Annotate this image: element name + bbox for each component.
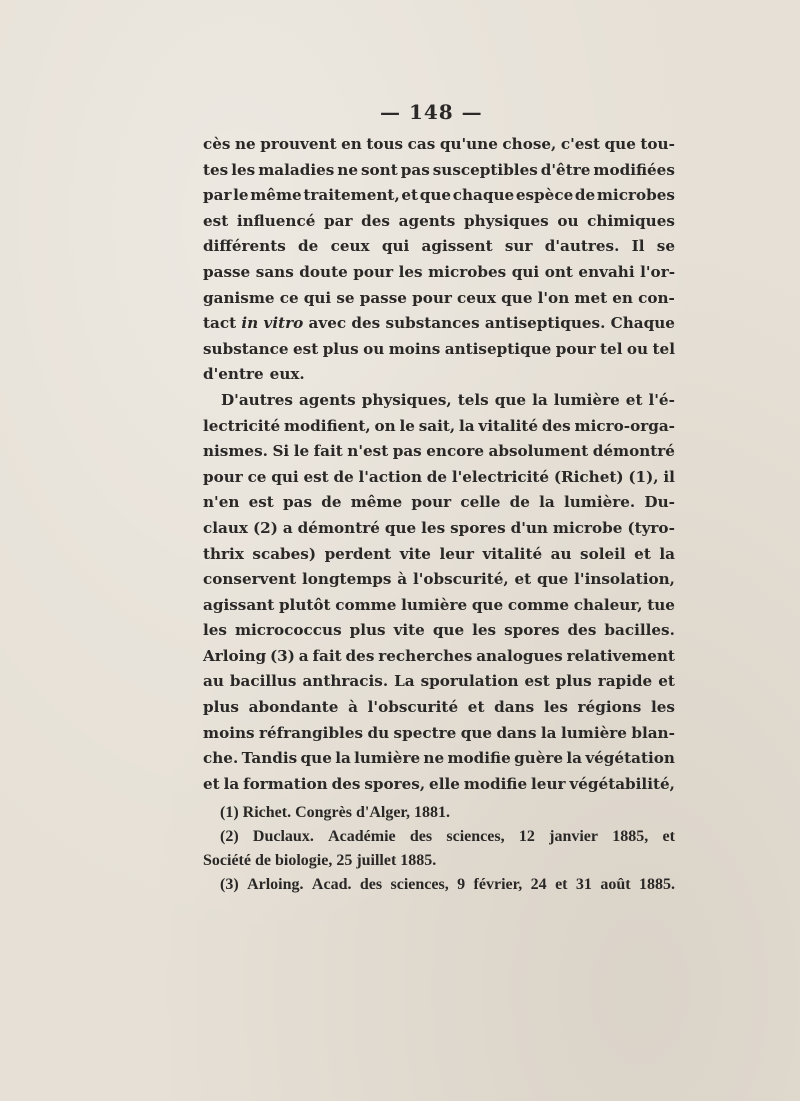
text-line: par le même traitement, et que chaque espèce de microbes (203, 186, 675, 205)
text-line: et la formation des spores, elle modifie leur végétabilité, (203, 774, 675, 793)
text-line: thrix scabes) perdent vite leur vitalité au soleil et la (203, 544, 675, 563)
text-line: tes les maladies ne sont pas susceptibles d'être modifiées (203, 160, 675, 179)
text-line: n'en est pas de même pour celle de la lumière. Du- (203, 493, 675, 512)
footnote-line: (1) Richet. Congrès d'Alger, 1881. (220, 804, 451, 821)
text-line: che. Tandis que la lumière ne modifie guère la végétation (203, 749, 675, 768)
text-line: passe sans doute pour les microbes qui ont envahi l'or- (203, 262, 675, 281)
text-line: nismes. Si le fait n'est pas encore absolument démontré (203, 442, 675, 461)
text-line: conservent longtemps à l'obscurité, et que l'insolation, (203, 570, 675, 589)
text-line: au bacillus anthracis. La sporulation est plus rapide et (203, 672, 675, 691)
text-line: les micrococcus plus vite que les spores des bacilles. (203, 621, 675, 640)
text-line: pour ce qui est de l'action de l'electricité (Richet) (1), il (203, 467, 675, 486)
text-line: agissant plutôt comme lumière que comme chaleur, tue (203, 595, 675, 614)
text-line: substance est plus ou moins antiseptique pour tel ou tel (203, 339, 675, 358)
body-text (203, 132, 675, 797)
text-line: claux (2) a démontré que les spores d'un microbe (tyro- (203, 518, 675, 537)
footnotes (203, 801, 675, 897)
text-line: est influencé par des agents physiques ou chimiques (203, 211, 675, 230)
text-line: cès ne prouvent en tous cas qu'une chose, c'est que tou- (203, 135, 675, 153)
footnote-line: Société de biologie, 25 juillet 1885. (203, 852, 437, 869)
page-number: — 148 — (380, 100, 483, 124)
text-line: Arloing (3) a fait des recherches analogues relativement (203, 646, 675, 665)
text-line: plus abondante à l'obscurité et dans les régions les (203, 698, 675, 717)
footnote-line: (2) Duclaux. Académie des sciences, 12 janvier 1885, et (220, 828, 675, 845)
text-line: tact in vitro avec des substances antiseptiques. Chaque (203, 314, 675, 333)
text-line: lectricité modifient, on le sait, la vitalité des micro-orga- (203, 416, 675, 435)
text-line: D'autres agents physiques, tels que la lumière et l'é- (221, 390, 675, 409)
text-line: ganisme ce qui se passe pour ceux que l'on met en con- (203, 288, 675, 307)
text-line: d'entre eux. (203, 365, 305, 384)
text-line: différents de ceux qui agissent sur d'autres. Il se (203, 237, 675, 256)
text-line: moins réfrangibles du spectre que dans la lumière blan- (203, 723, 675, 742)
footnote-line: (3) Arloing. Acad. des sciences, 9 février, 24 et 31 août 1885. (220, 876, 675, 893)
